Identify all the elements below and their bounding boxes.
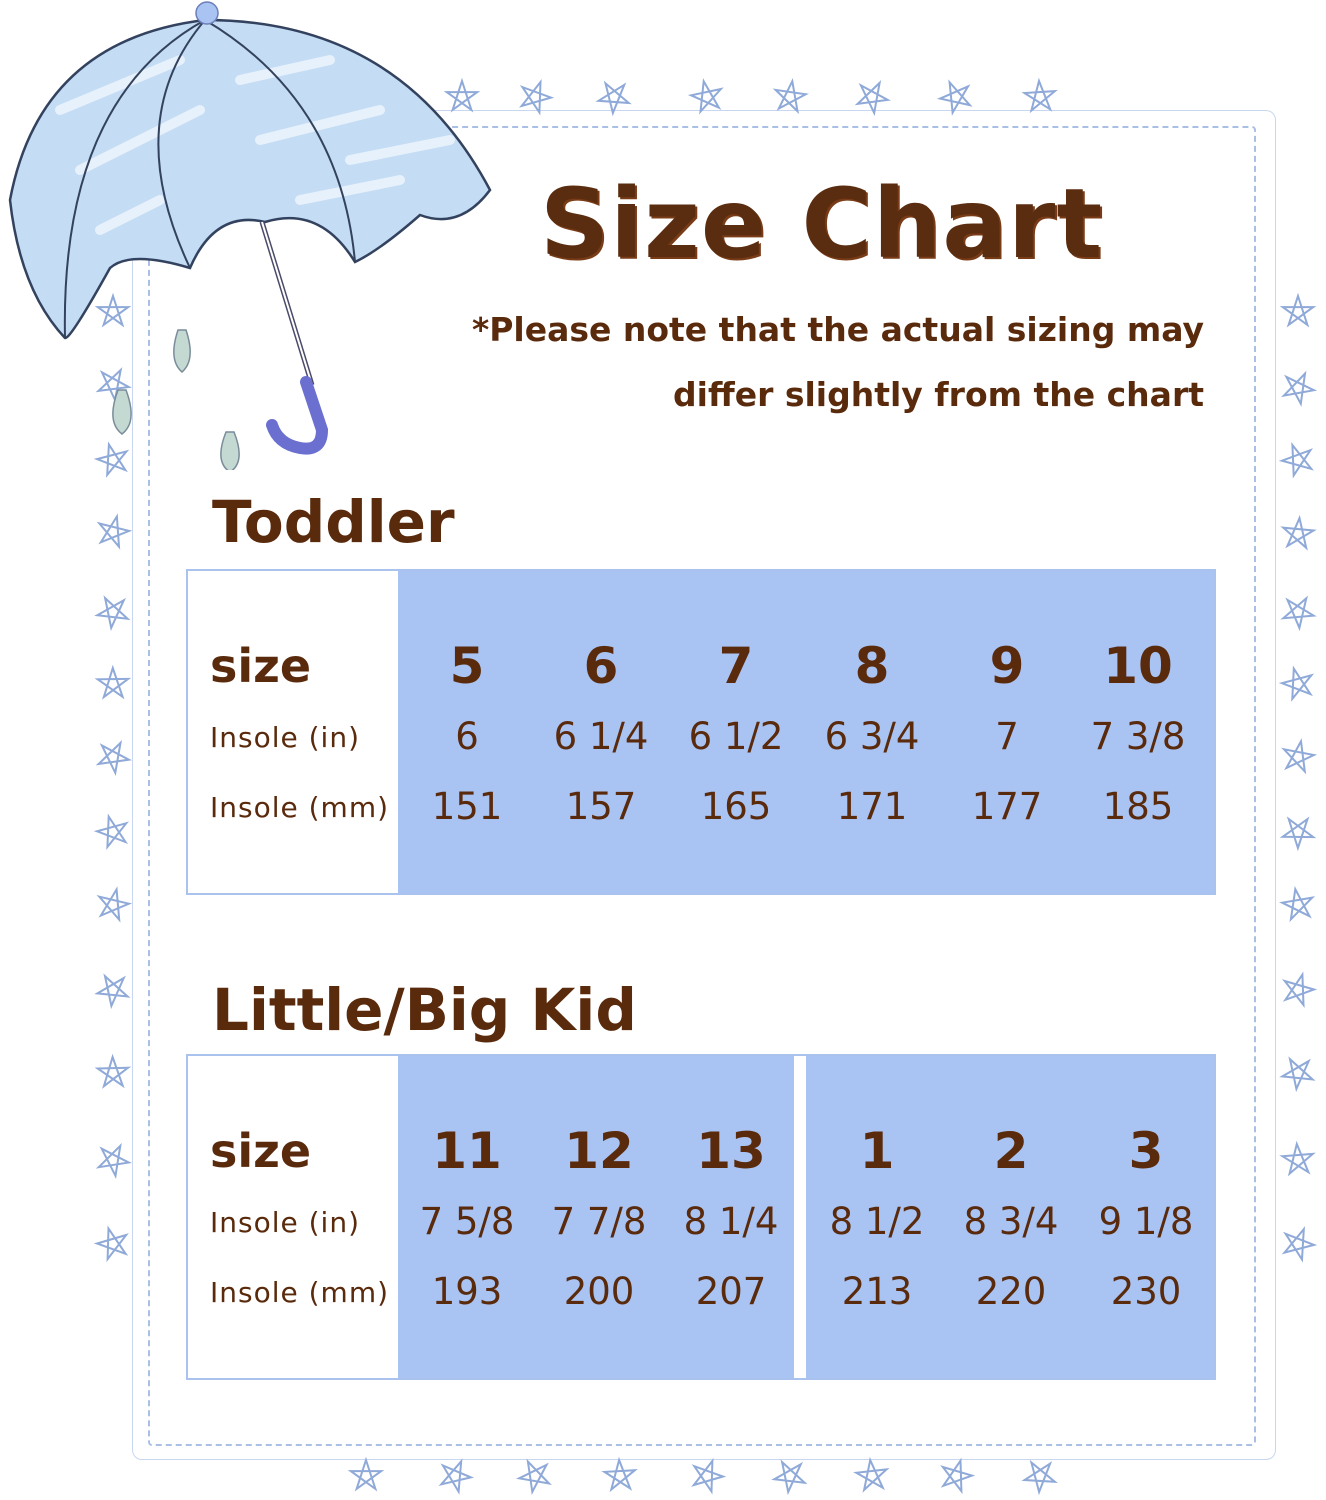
toddler-size-table: [186, 569, 1216, 895]
insole-in-cell: 9 1/8: [1098, 1200, 1194, 1243]
insole-in-cell: 7 5/8: [419, 1200, 515, 1243]
star-icon: [99, 889, 129, 919]
page-title: Size Chart: [540, 168, 1104, 280]
row-label-insole-in: Insole (in): [210, 1206, 361, 1239]
size-cell: 11: [432, 1122, 502, 1180]
size-cell: 8: [854, 637, 890, 695]
row-label-insole-mm: Insole (mm): [210, 1276, 390, 1309]
star-icon: [98, 668, 128, 697]
star-icon: [519, 1462, 549, 1492]
insole-mm-cell: 200: [563, 1270, 635, 1313]
sizing-note-line-1: *Please note that the actual sizing may: [471, 310, 1204, 349]
star-icon: [599, 83, 629, 113]
star-icon: [1284, 741, 1314, 771]
umbrella-tip-icon: [196, 2, 218, 24]
star-icon: [774, 1462, 804, 1492]
raindrop-icon: [113, 390, 131, 434]
raindrop-icon: [174, 330, 190, 372]
insole-in-cell: 7 3/8: [1090, 715, 1186, 758]
star-icon: [1282, 1059, 1312, 1089]
insole-mm-cell: 151: [431, 785, 503, 828]
insole-mm-cell: 157: [565, 785, 637, 828]
star-icon: [858, 83, 888, 113]
star-icon: [441, 1461, 471, 1491]
insole-in-cell: 8 1/2: [829, 1200, 925, 1243]
star-icon: [97, 976, 127, 1006]
star-icon: [1283, 598, 1313, 628]
toddler-heading: Toddler: [212, 488, 455, 556]
insole-mm-cell: 185: [1102, 785, 1174, 828]
star-icon: [99, 517, 129, 547]
insole-in-cell: 6 1/4: [553, 715, 649, 758]
star-icon: [1282, 889, 1312, 919]
star-icon: [1282, 445, 1311, 475]
insole-mm-cell: 177: [971, 785, 1043, 828]
star-icon: [943, 1461, 972, 1491]
star-icon: [1283, 518, 1313, 548]
size-cell: 12: [564, 1122, 634, 1180]
size-cell: 7: [718, 637, 754, 695]
star-icon: [98, 1057, 128, 1086]
umbrella-canopy-icon: [10, 20, 490, 338]
star-icon: [99, 1146, 129, 1176]
insole-in-cell: 6 1/2: [688, 715, 784, 758]
kid-size-table: [186, 1054, 1216, 1380]
insole-in-cell: 7: [995, 715, 1019, 758]
star-icon: [1283, 819, 1314, 848]
insole-mm-cell: 213: [841, 1270, 913, 1313]
insole-mm-cell: 165: [700, 785, 772, 828]
insole-in-cell: 8 3/4: [963, 1200, 1059, 1243]
size-cell: 5: [449, 637, 485, 695]
kid-heading: Little/Big Kid: [212, 976, 637, 1044]
star-icon: [940, 82, 970, 112]
star-icon: [694, 1461, 723, 1492]
row-label-size: size: [210, 1124, 312, 1178]
insole-mm-cell: 220: [975, 1270, 1047, 1313]
star-icon: [776, 81, 806, 111]
insole-in-cell: 6 3/4: [824, 715, 920, 758]
row-label-insole-in: Insole (in): [210, 721, 361, 754]
raindrop-icon: [221, 432, 239, 470]
insole-mm-cell: 230: [1110, 1270, 1182, 1313]
size-cell: 2: [993, 1122, 1029, 1180]
size-cell: 3: [1128, 1122, 1164, 1180]
insole-in-cell: 6: [455, 715, 479, 758]
star-icon: [97, 1229, 126, 1260]
size-cell: 13: [696, 1122, 766, 1180]
star-icon: [605, 1460, 635, 1490]
insole-in-cell: 8 1/4: [683, 1200, 779, 1243]
star-icon: [1282, 669, 1311, 699]
star-icon: [1285, 1229, 1315, 1259]
star-icon: [691, 81, 721, 111]
row-label-size: size: [210, 639, 312, 693]
star-icon: [1285, 975, 1314, 1005]
star-icon: [1025, 1463, 1055, 1493]
umbrella-handle-icon: [272, 382, 322, 449]
star-icon: [522, 82, 551, 112]
size-cell: 10: [1103, 637, 1173, 695]
insole-mm-cell: 171: [836, 785, 908, 828]
size-cell: 6: [583, 637, 619, 695]
star-icon: [1025, 81, 1055, 111]
star-icon: [1283, 296, 1313, 325]
star-icon: [97, 598, 127, 628]
star-icon: [97, 817, 126, 847]
star-icon: [1284, 374, 1314, 404]
star-icon: [99, 743, 129, 773]
row-label-insole-mm: Insole (mm): [210, 791, 390, 824]
size-cell: 1: [859, 1122, 895, 1180]
star-icon: [351, 1460, 381, 1489]
insole-mm-cell: 207: [695, 1270, 767, 1313]
size-cell: 9: [989, 637, 1025, 695]
insole-mm-cell: 193: [431, 1270, 503, 1313]
star-icon: [1282, 1144, 1312, 1174]
insole-in-cell: 7 7/8: [551, 1200, 647, 1243]
sizing-note-line-2: differ slightly from the chart: [673, 375, 1204, 414]
star-icon: [856, 1460, 886, 1490]
